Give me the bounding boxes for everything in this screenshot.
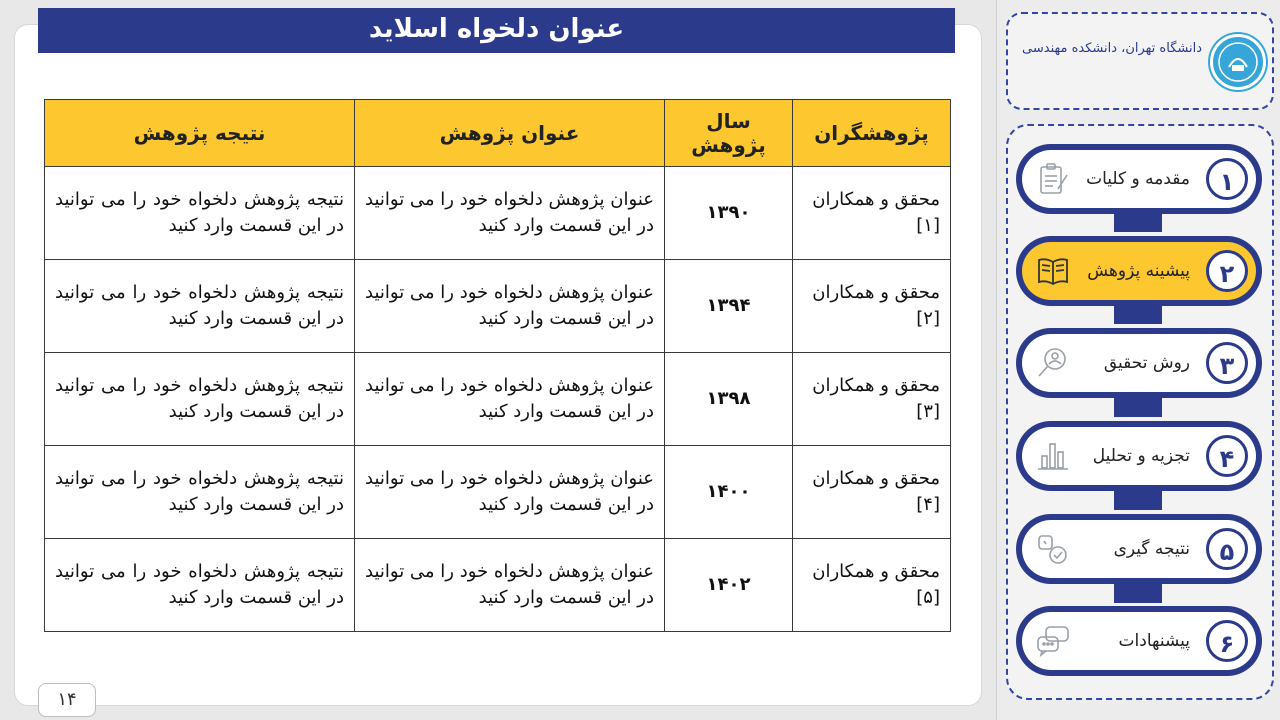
- menu-item-label: پیشنهادات: [1118, 631, 1190, 651]
- title-cell: عنوان پژوهش دلخواه خود را می توانید در این قسمت وارد کنید: [355, 446, 665, 539]
- table-row: [45, 446, 951, 539]
- title-cell: عنوان پژوهش دلخواه خود را می توانید در این قسمت وارد کنید: [355, 167, 665, 260]
- researcher-cell: محقق و همکاران [۲]: [793, 260, 951, 353]
- menu-item-introduction[interactable]: [1016, 144, 1262, 214]
- table-row: [45, 539, 951, 632]
- menu-item-label: پیشینه پژوهش: [1087, 261, 1190, 281]
- year-cell: ۱۳۹۸: [665, 353, 793, 446]
- year-cell: ۱۳۹۰: [665, 167, 793, 260]
- menu-item-number: ۴: [1206, 435, 1248, 477]
- menu-item-number: ۶: [1206, 620, 1248, 662]
- table-row: [45, 167, 951, 260]
- menu-item-label: روش تحقیق: [1103, 353, 1190, 373]
- slide-title: عنوان دلخواه اسلاید: [38, 8, 955, 53]
- header-researchers: پژوهشگران: [793, 100, 951, 167]
- menu-item-conclusion[interactable]: [1016, 514, 1262, 584]
- menu-item-literature-review[interactable]: [1016, 236, 1262, 306]
- result-cell: نتیجه پژوهش دلخواه خود را می توانید در این قسمت وارد کنید: [45, 167, 355, 260]
- table-row: [45, 260, 951, 353]
- research-table: [44, 99, 951, 632]
- result-cell: نتیجه پژوهش دلخواه خود را می توانید در این قسمت وارد کنید: [45, 539, 355, 632]
- conclusion-icon: [1036, 533, 1070, 565]
- menu-item-number: ۲: [1206, 250, 1248, 292]
- table-row: [45, 353, 951, 446]
- year-cell: ۱۳۹۴: [665, 260, 793, 353]
- year-cell: ۱۴۰۲: [665, 539, 793, 632]
- chat-bubbles-icon: [1036, 625, 1070, 657]
- table-header-row: [45, 100, 951, 167]
- menu-item-label: نتیجه گیری: [1113, 539, 1190, 559]
- menu-item-label: تجزیه و تحلیل: [1092, 446, 1190, 466]
- header-year: سال پژوهش: [665, 100, 793, 167]
- menu-item-methodology[interactable]: [1016, 328, 1262, 398]
- researcher-cell: محقق و همکاران [۱]: [793, 167, 951, 260]
- header-title: عنوان پژوهش: [355, 100, 665, 167]
- result-cell: نتیجه پژوهش دلخواه خود را می توانید در این قسمت وارد کنید: [45, 446, 355, 539]
- researcher-cell: محقق و همکاران [۴]: [793, 446, 951, 539]
- researcher-cell: محقق و همکاران [۵]: [793, 539, 951, 632]
- university-logo-icon: [1210, 34, 1266, 90]
- title-cell: عنوان پژوهش دلخواه خود را می توانید در این قسمت وارد کنید: [355, 260, 665, 353]
- researcher-cell: محقق و همکاران [۳]: [793, 353, 951, 446]
- bar-chart-icon: [1036, 440, 1070, 472]
- title-cell: عنوان پژوهش دلخواه خود را می توانید در این قسمت وارد کنید: [355, 353, 665, 446]
- menu-item-label: مقدمه و کلیات: [1086, 169, 1190, 189]
- menu-item-number: ۱: [1206, 158, 1248, 200]
- page-number: ۱۴: [38, 683, 96, 717]
- menu-item-analysis[interactable]: [1016, 421, 1262, 491]
- menu-item-number: ۳: [1206, 342, 1248, 384]
- year-cell: ۱۴۰۰: [665, 446, 793, 539]
- book-icon: [1036, 255, 1070, 287]
- header-result: نتیجه پژوهش: [45, 100, 355, 167]
- magnifier-person-icon: [1036, 347, 1070, 379]
- university-name: دانشگاه تهران، دانشکده مهندسی: [1022, 41, 1202, 56]
- menu-item-number: ۵: [1206, 528, 1248, 570]
- menu-item-suggestions[interactable]: [1016, 606, 1262, 676]
- clipboard-icon: [1036, 163, 1070, 195]
- result-cell: نتیجه پژوهش دلخواه خود را می توانید در این قسمت وارد کنید: [45, 260, 355, 353]
- title-cell: عنوان پژوهش دلخواه خود را می توانید در این قسمت وارد کنید: [355, 539, 665, 632]
- result-cell: نتیجه پژوهش دلخواه خود را می توانید در این قسمت وارد کنید: [45, 353, 355, 446]
